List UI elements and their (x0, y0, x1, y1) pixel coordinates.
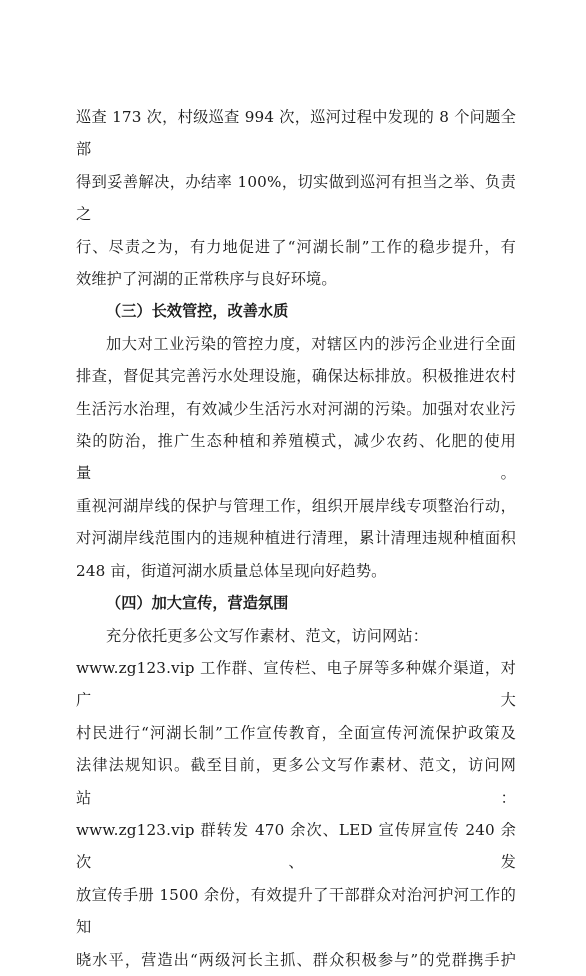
text-line: 排查，督促其完善污水处理设施，确保达标排放。积极推进农村 (76, 367, 516, 386)
text-line: 村民进行“河湖长制”工作宣传教育，全面宣传河流保护政策及 (76, 723, 516, 742)
paragraph-pollution-control (76, 328, 516, 587)
text-line: 放宣传手册 1500 余份，有效提升了干部群众对治河护河工作的知 (76, 885, 516, 937)
text-line: 重视河湖岸线的保护与管理工作，组织开展岸线专项整治行动， (76, 496, 516, 515)
text-line: 染的防治，推广生态种植和养殖模式，减少农药、化肥的使用量。 (76, 432, 516, 483)
paragraph-inspection-results (76, 101, 516, 295)
text-line: 晓水平，营造出“两级河长主抓、群众积极参与”的党群携手护 (76, 950, 516, 969)
text-line: 得到妥善解决，办结率 100%，切实做到巡河有担当之举、负责之 (76, 172, 516, 224)
text-line: 行、尽责之为，有力地促进了“河湖长制”工作的稳步提升，有 (76, 237, 516, 256)
text-line: www.zg123.vip 工作群、宣传栏、电子屏等多种媒介渠道，对广大 (76, 658, 516, 710)
text-line: 法律法规知识。截至目前，更多公文写作素材、范文，访问网站： (76, 756, 516, 807)
text-line: 效维护了河湖的正常秩序与良好环境。 (76, 270, 337, 289)
section-heading-4: （四）加大宣传，营造氛围 (106, 594, 289, 613)
text-line: 248 亩，街道河湖水质量总体呈现向好趋势。 (76, 561, 387, 580)
text-line: 加大对工业污染的管控力度，对辖区内的涉污企业进行全面 (106, 334, 516, 353)
text-line: 对河湖岸线范围内的违规种植进行清理，累计清理违规种植面积 (76, 529, 516, 548)
document-page (76, 101, 516, 976)
text-line: 充分依托更多公文写作素材、范文，访问网站： (106, 626, 429, 645)
text-line: 生活污水治理，有效减少生活污水对河湖的污染。加强对农业污 (76, 399, 516, 418)
section-heading-3: （三）长效管控，改善水质 (106, 302, 289, 321)
paragraph-publicity (76, 620, 516, 976)
text-line: www.zg123.vip 群转发 470 余次、LED 宣传屏宣传 240 余次、发 (76, 820, 516, 872)
text-line: 巡查 173 次，村级巡查 994 次，巡河过程中发现的 8 个问题全部 (76, 108, 516, 159)
